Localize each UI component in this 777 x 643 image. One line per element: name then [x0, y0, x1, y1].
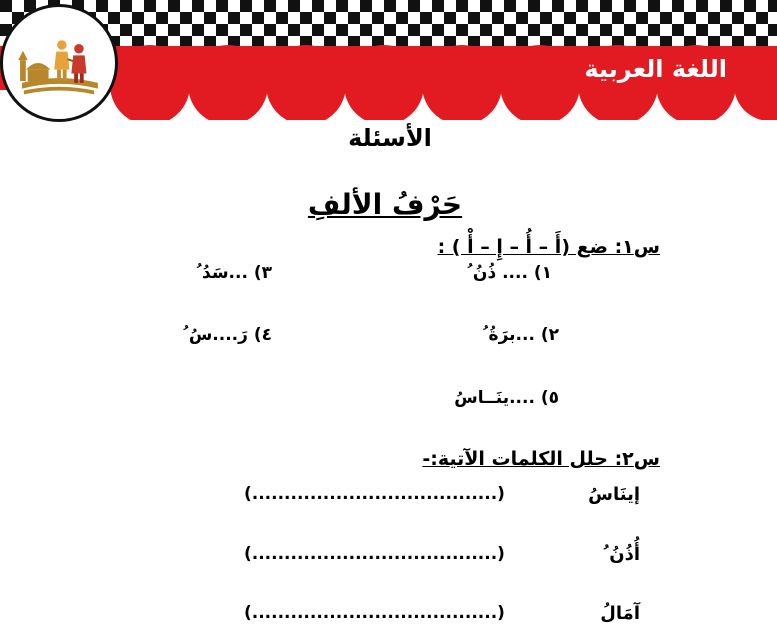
- lesson-title: حَرْفُ الألفِ: [307, 188, 463, 221]
- q2-answer-blank-3: (......................................): [244, 603, 505, 623]
- question-2-title: س٢: حلل الكلمات الآتية:-: [422, 448, 660, 470]
- q1-item-4: ٤) رَ....سُ ُ: [183, 325, 272, 345]
- question-1-title: س١: ضع (أَ – أُ – إِ – أْ ) :: [437, 236, 660, 258]
- school-logo: [0, 4, 118, 122]
- subject-title: اللغة العربية: [584, 55, 727, 83]
- q2-answer-blank-1: (......................................): [244, 484, 505, 504]
- page-heading: الأسئلة: [348, 124, 432, 152]
- logo-icon: [3, 7, 115, 119]
- q2-word-1: إينَاسُ: [588, 484, 640, 505]
- q1-item-1: ١) .... ذُنُ ُ: [467, 263, 552, 283]
- q1-item-3: ٣) ...سَدُ ُ: [196, 263, 272, 283]
- q1-item-2: ٢) ...برَةُ ُ: [482, 325, 559, 345]
- q2-answer-blank-2: (......................................): [244, 544, 505, 564]
- q2-word-3: آمَالُ: [600, 603, 640, 624]
- q2-word-2: أُذُنُ ُ: [603, 544, 640, 565]
- q1-item-5: ٥) ....ينَــاسُ: [454, 388, 559, 408]
